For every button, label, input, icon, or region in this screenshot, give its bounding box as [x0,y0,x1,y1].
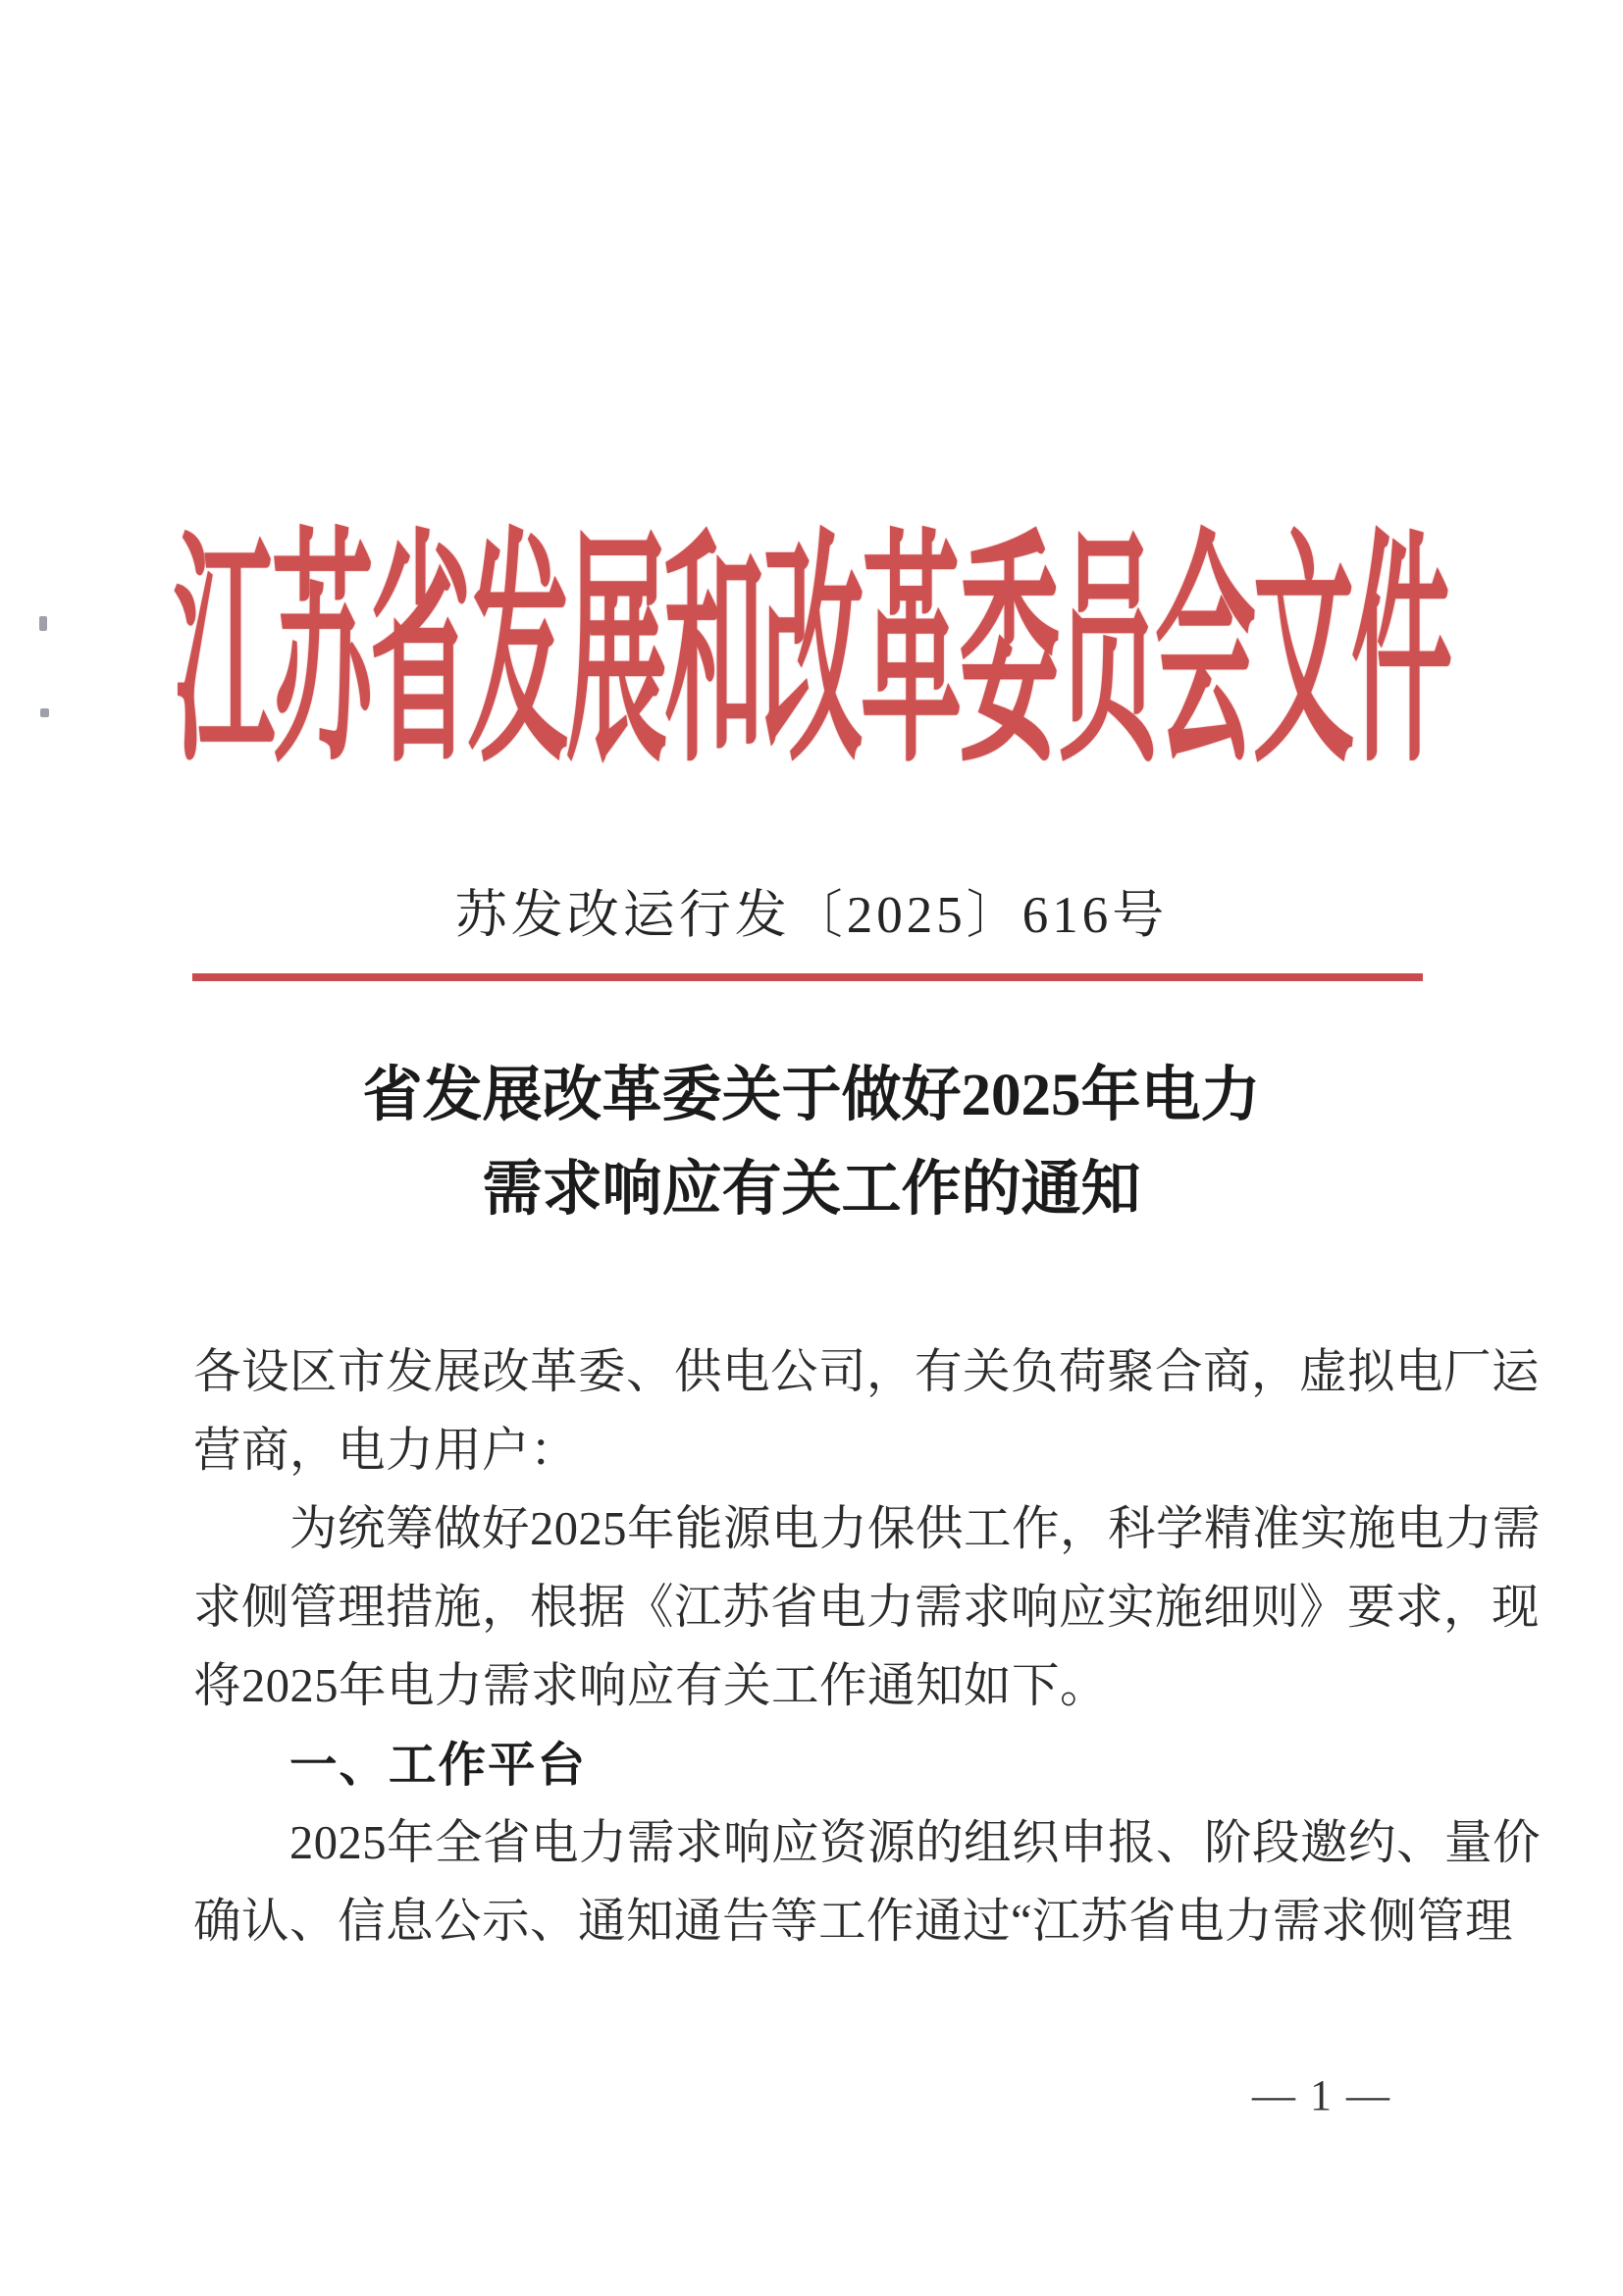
agency-banner-title: 江苏省发展和改革委员会文件 [174,518,1449,793]
body-line-intro-3: 将2025年电力需求响应有关工作通知如下。 [193,1660,1109,1712]
body-line-addressees-1: 各设区市发展改革委、供电公司，有关负荷聚合商，虚拟电厂运 [193,1346,1541,1398]
document-number: 苏发改运行发〔2025〕616号 [454,887,1169,944]
document-title-line-1: 省发展改革委关于做好2025年电力 [362,1063,1261,1128]
body-line-platform-2: 确认、信息公示、通知通告等工作通过“江苏省电力需求侧管理 [193,1896,1514,1948]
body-line-intro-1: 为统筹做好2025年能源电力保供工作，科学精准实施电力需 [289,1503,1542,1555]
section-heading-work-platform: 一、工作平台 [289,1739,588,1792]
body-line-intro-2: 求侧管理措施，根据《江苏省电力需求响应实施细则》要求，现 [193,1582,1541,1634]
body-line-addressees-2: 营商，电力用户： [193,1425,579,1477]
page-number: — 1 — [1252,2071,1391,2119]
document-body [193,1333,1542,1961]
red-divider-line [192,973,1423,981]
body-line-platform-1: 2025年全省电力需求响应资源的组织申报、阶段邀约、量价 [289,1817,1542,1869]
document-title-line-2: 需求响应有关工作的通知 [482,1157,1141,1223]
document-title [0,1049,1623,1237]
agency-letterhead [0,518,1623,793]
